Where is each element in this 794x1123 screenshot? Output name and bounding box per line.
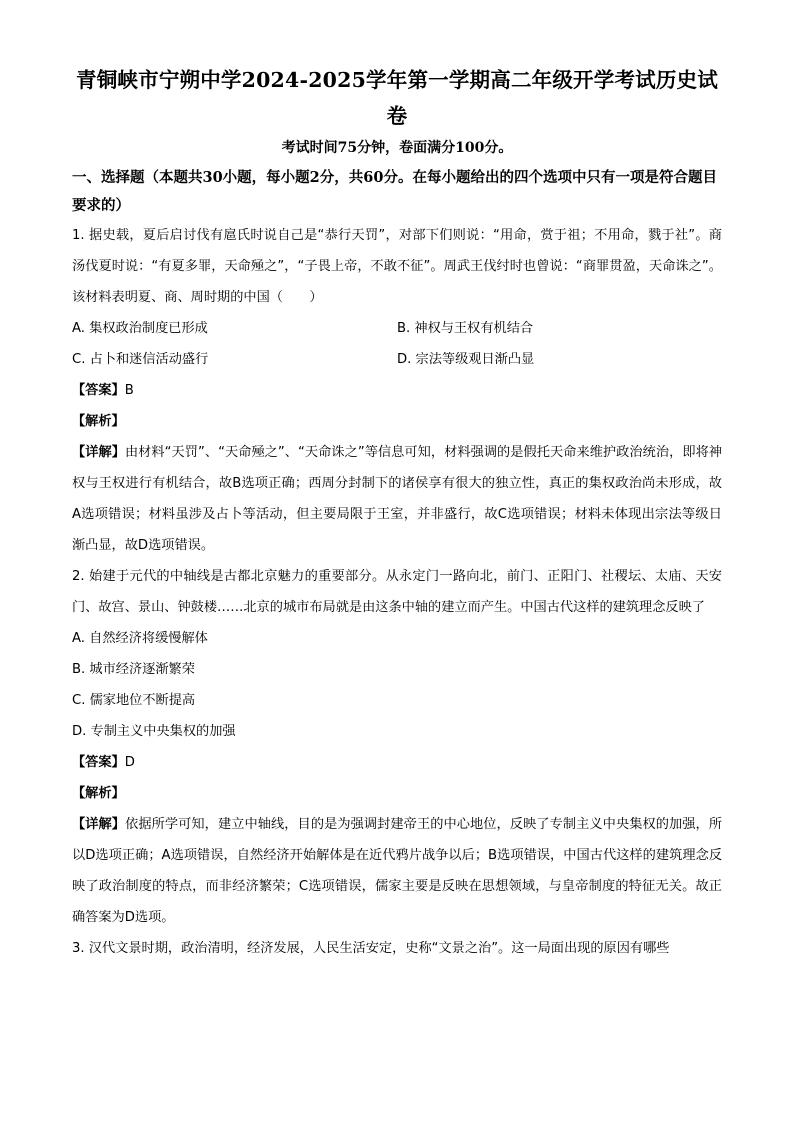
answer-line bbox=[72, 375, 722, 406]
title-line-1: 青铜峡市宁朔中学2024-2025学年第一学期高二年级开学考试历史试 bbox=[76, 68, 718, 92]
question-2 bbox=[72, 561, 722, 933]
question-stem: 1. 据史载，夏后启讨伐有扈氏时说自己是“恭行天罚”，对部下们则说：“用命，赏于祖；不用命，戮于社”。商汤伐夏时说：“有夏多罪，天命殛之”，“子畏上帝，不敢不征”。周武王伐纣时也曾说：“商罪贯盈，天命诛之”。该材料表明夏、商、周时期的中国（ ） bbox=[72, 228, 722, 305]
question-stem: 3. 汉代文景时期，政治清明，经济发展，人民生活安定，史称“文景之治”。这一局面出现的原因有哪些 bbox=[72, 941, 670, 956]
answer-value: B bbox=[124, 383, 134, 398]
question-1 bbox=[72, 220, 722, 561]
detail-tag: 【详解】 bbox=[72, 445, 125, 460]
analysis-line bbox=[72, 778, 722, 809]
detail-text: 依据所学可知，建立中轴线，目的是为强调封建帝王的中心地位，反映了专制主义中央集权的加强，所以D选项正确；A选项错误，自然经济开始解体是在近代鸦片战争以后；B选项错误，中国古代这样的建筑理念反映了政治制度的特点，而非经济繁荣；C选项错误，儒家主要是反映在思想领域，与皇帝制度的特征无关。故正确答案为D选项。 bbox=[72, 817, 723, 925]
document-title bbox=[72, 62, 722, 134]
option-a: A. 集权政治制度已形成 bbox=[72, 321, 208, 336]
answer-value: D bbox=[124, 755, 135, 770]
option-d: D. 宗法等级观日渐凸显 bbox=[397, 352, 535, 367]
option-b: B. 城市经济逐渐繁荣 bbox=[72, 662, 195, 677]
detail-paragraph bbox=[72, 809, 722, 933]
option-d: D. 专制主义中央集权的加强 bbox=[72, 724, 236, 739]
question-stem: 2. 始建于元代的中轴线是古都北京魅力的重要部分。从永定门一路向北，前门、正阳门、社稷坛、太庙、天安门、故宫、景山、钟鼓楼……北京的城市布局就是由这条中轴的建立而产生。中国古代这样的建筑理念反映了 bbox=[72, 569, 722, 615]
detail-paragraph bbox=[72, 437, 722, 561]
options-row bbox=[72, 313, 722, 344]
detail-text: 由材料“天罚”、“天命殛之”、“天命诛之”等信息可知，材料强调的是假托天命来维护政治统治，即将神权与王权进行有机结合，故B选项正确；西周分封制下的诸侯享有很大的独立性，真正的集权政治尚未形成，故A选项错误；材料虽涉及占卜等活动，但主要局限于王室，并非盛行，故C选项错误；材料未体现出宗法等级日渐凸显，故D选项错误。 bbox=[72, 445, 722, 553]
answer-tag: 【答案】 bbox=[72, 755, 125, 770]
options-row bbox=[72, 344, 722, 375]
document-page bbox=[72, 62, 722, 964]
exam-info: 考试时间75分钟，卷面满分100分。 bbox=[281, 140, 513, 156]
option-a: A. 自然经济将缓慢解体 bbox=[72, 631, 208, 646]
title-line-2: 卷 bbox=[386, 104, 408, 128]
detail-tag: 【详解】 bbox=[72, 817, 126, 832]
section-heading: 一、选择题（本题共30小题，每小题2分，共60分。在每小题给出的四个选项中只有一项是符合题目要求的） bbox=[72, 169, 717, 214]
analysis-tag: 【解析】 bbox=[72, 786, 125, 801]
analysis-tag: 【解析】 bbox=[72, 414, 125, 429]
answer-tag: 【答案】 bbox=[72, 383, 125, 398]
option-b: B. 神权与王权有机结合 bbox=[397, 321, 534, 336]
question-3 bbox=[72, 933, 722, 964]
answer-line bbox=[72, 747, 722, 778]
option-c: C. 占卜和迷信活动盛行 bbox=[72, 352, 209, 367]
analysis-line bbox=[72, 406, 722, 437]
option-c: C. 儒家地位不断提高 bbox=[72, 693, 196, 708]
